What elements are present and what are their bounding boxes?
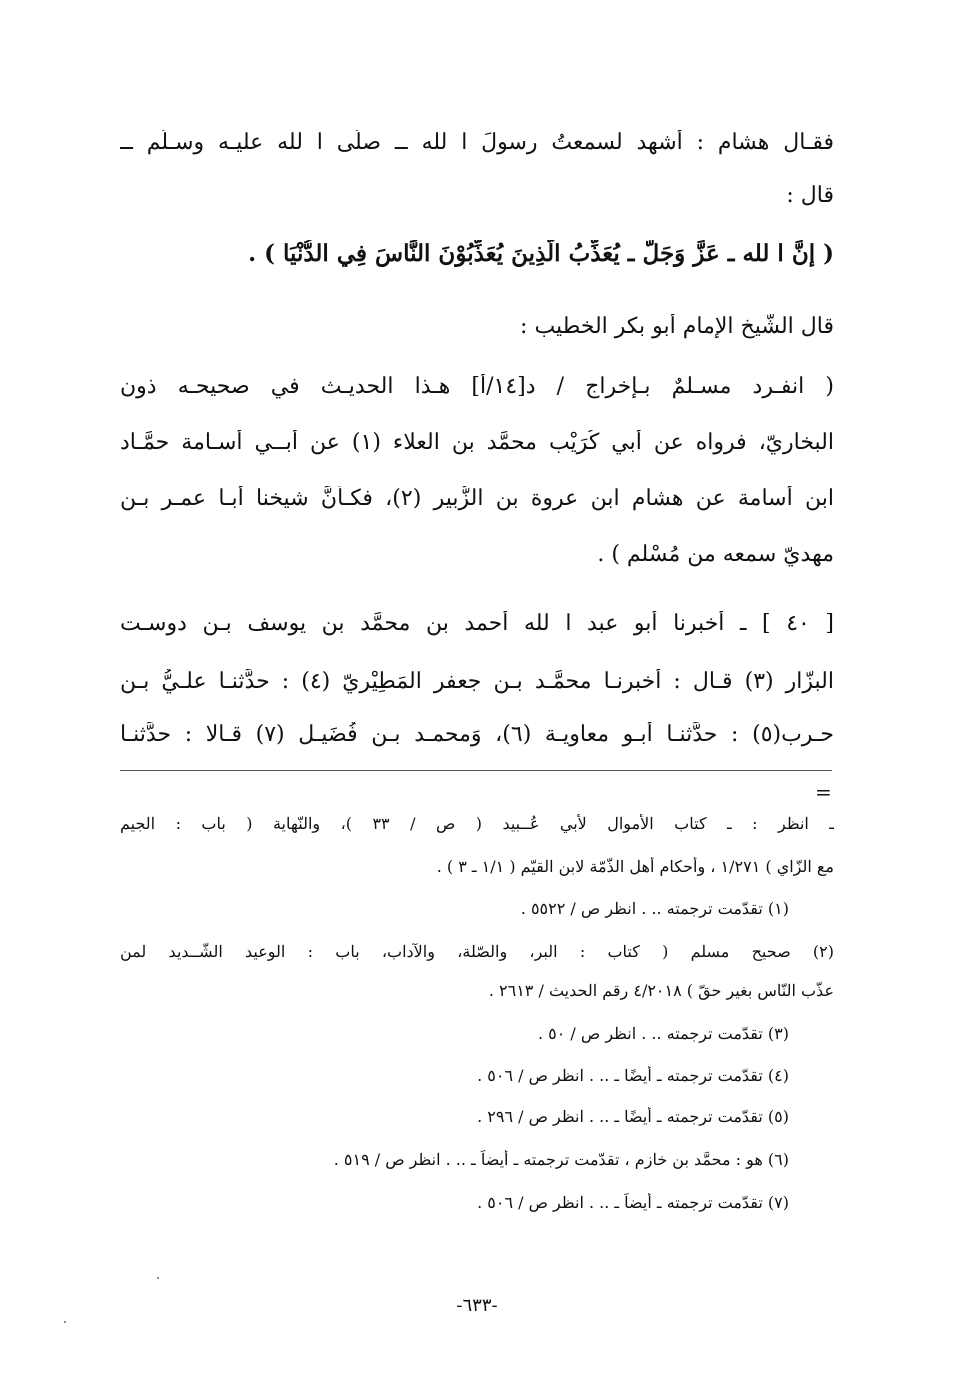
main-line: ( انفـرد مسـلمٌ بـإخراج / د[١٤/أ] هـذا الحديـث في صحيحـه ذون <box>120 374 834 399</box>
scan-speck <box>157 1277 159 1279</box>
main-line: [ ٤٠ ] ـ أخبرنا أبو عبد ا لله أحمد بن محمَّد بن يوسف بـن دوسـت <box>120 611 834 636</box>
hadith-text: ( إنَّ ا لله ـ عَزَّ وَجَلَّ ـ يُعَذِّبُ الَّذِينَ يُعَذِّبُوْنَ النَّاسَ فِي الدُّنْيَا ) . <box>248 240 834 267</box>
footnote-line: (٥) تقدّمت ترجمته ـ أيضًا ـ .. . انظر ص / ٢٩٦ . <box>477 1107 789 1126</box>
footnote-divider <box>120 770 832 771</box>
main-line: فقـال هشام : أَشهد لسمعتُ رسولَ ا لله ــ صلَّى ا لله عليـه وسـلَّم ــ <box>120 130 834 155</box>
main-line: قال : <box>786 183 834 208</box>
scan-speck <box>64 1321 66 1323</box>
main-line: حـرب(٥) : حدَّثنـا أبـو معاويـة (٦)، وَمحمـد بـن فُضَيـل (٧) قـالا : حدَّثنـا <box>120 722 834 747</box>
page-number: -٦٣٣- <box>456 1295 498 1316</box>
footnote-line: (٧) تقدّمت ترجمته ـ أيضاً ـ .. . انظر ص / ٥٠٦ . <box>477 1193 789 1212</box>
main-line: قال الشَّيخ الإمام أبو بكر الخطيب : <box>520 314 834 339</box>
footnote-line: (٦) هو : محمَّد بن خازم ، تقدّمت ترجمته ـ أيضاً ـ .. . انظر ص / ٥١٩ . <box>333 1150 789 1169</box>
footnote-line: عذّب النّاس بغير حقّ ) ٤/٢٠١٨ رقم الحديث / ٢٦١٣ . <box>488 981 834 1000</box>
main-line: البخاريّ، فرواه عن أبي كُرَيْب محمَّد بن العلاء (١) عن أَبــي أُسـامة حمَّـاد <box>120 430 834 455</box>
footnote-line: (٣) تقدّمت ترجمته .. . انظر ص / ٥٠ . <box>537 1024 789 1043</box>
footnote-line: مع الزّاي ) ١/٢٧١ ، وأحكام أهل الذّمّة لابن القيّم ( ١/١ ـ ٣ ) . <box>436 857 834 876</box>
continuation-mark: = <box>815 780 832 804</box>
footnote-line: (٢) صحيح مسلم ( كتاب : البر، والصّلة، والآداب، باب : الوعيد الشّــديد لمن <box>120 942 834 961</box>
footnote-line: (١) تقدّمت ترجمته .. . انظر ص / ٥٥٢٢ . <box>520 899 789 918</box>
footnote-line: ـ انظر : ـ كتاب الأموال لأبي عُــبيد ( ص / ٣٣ )، والنّهاية ( باب : الجيم <box>120 814 834 833</box>
main-line: مهديّ سمعه من مُسْلم ) . <box>597 542 834 567</box>
main-line: البزّار (٣) قـال : أخبرنـا محمَّـد بـن جعفر المَطِيْريّ (٤) : حدَّثنـا علـيُّ بـن <box>120 669 834 694</box>
footnote-line: (٤) تقدّمت ترجمته ـ أيضًا ـ .. . انظر ص / ٥٠٦ . <box>477 1066 789 1085</box>
main-line: ابن أُسامة عن هشام ابن عروة بن الزُّبير (٢)، فكـأَنَّ شيخنا أَبـا عمـر بـن <box>120 486 834 511</box>
